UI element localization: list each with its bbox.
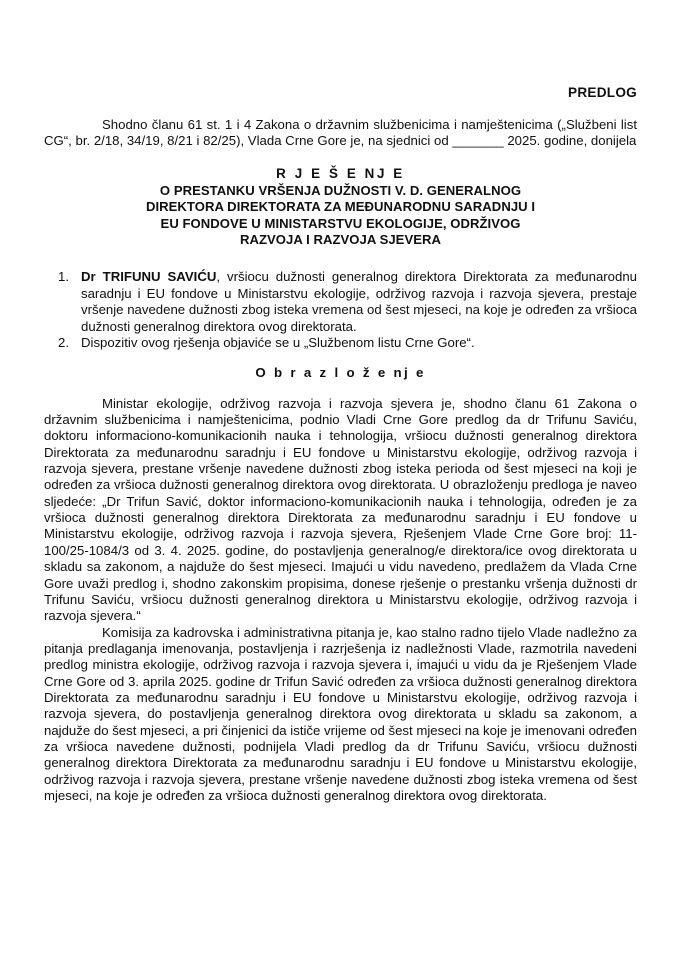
list-item-number: 2.: [58, 334, 69, 350]
decision-title-line-3: EU FONDOVE U MINISTARSTVU EKOLOGIJE, ODRŽIVOG: [160, 215, 521, 231]
explanation-paragraph-2: Komisija za kadrovska i administrativna pitanja je, kao stalno radno tijelo Vlade nadležno za pitanja predlaganja imenovanja, postavljenja i razrješenja iz nadležnosti Vlade, razmotrila navedeni predlog ministra ekologije, održivog razvoja i razvoja sjevera i, imajući u vidu da je Rješenjem Vlade Crne Gore od 3. aprila 2025. godine dr Trifun Savić određen za vršioca dužnosti generalnog direktora Direktorata za međunarodnu saradnju i EU fondove u Ministarstvu ekologije, održivog razvoja i razvoja sjevera, do postavljenja generalnog direktora ovog direktorata u skladu sa zakonom, a najduže do šest mjeseci, a pri činjenici da ističe vrijeme od šest mjeseci na koje je imenovani određen za vršioca navedene dužnosti, podnijela Vladi predlog da dr Trifunu Saviću, vršiocu dužnosti generalnog direktora Direktorata za međunarodnu saradnju i EU fondove u Ministarstvu ekologije, održivog razvoja i razvoja sjevera, prestane vršenje navedene dužnosti zbog isteka vremena od šest mjeseci, na koje je određen za vršioca dužnosti generalnog direktora ovog direktorata.: [44, 624, 637, 803]
decision-title-block: [44, 150, 637, 248]
list-item-number: 1.: [58, 269, 69, 285]
document-label: PREDLOG: [568, 85, 637, 100]
list-item-text: Dispozitiv ovog rješenja objaviće se u „Službenom listu Crne Gore“.: [81, 334, 475, 350]
list-item-subject-name: Dr TRIFUNU SAVIĆU: [81, 269, 217, 285]
list-item: [44, 269, 637, 335]
decision-title-line-1: O PRESTANKU VRŠENJA DUŽNOSTI V. D. GENERALNOG: [159, 183, 522, 199]
list-item-text: , vršiocu dužnosti generalnog direktora Direktorata za međunarodnu saradnju i EU fondove u Ministarstvu ekologije, održivog razvoja i razvoja sjevera, prestaje vršenje navedene dužnosti zbog isteka vremena od šest mjeseci, na koje je određen za vršioca dužnosti generalnog direktora ovog direktorata.: [81, 269, 638, 334]
intro-paragraph: Shodno članu 61 st. 1 i 4 Zakona o državnim službenicima i namještenicima („Službeni list CG“, br. 2/18, 34/19, 8/21 i 82/25), Vlada Crne Gore je, na sjednici od _______ 2025. godine, donijela: [44, 117, 637, 149]
list-item: [44, 335, 637, 351]
explanation-heading: O b r a z l o ž e nj e: [255, 365, 426, 381]
decision-title-heading: R J E Š E NJ E: [276, 165, 405, 181]
decision-title-line-4: RAZVOJA I RAZVOJA SJEVERA: [239, 232, 442, 247]
explanation-paragraph-1: Ministar ekologije, održivog razvoja i razvoja sjevera je, shodno članu 61 Zakona o državnim službenicima i namještenicima, podnio Vladi Crne Gore predlog da dr Trifunu Saviću, doktoru informaciono-komunikacionih nauka i tehnologija, vršiocu dužnosti generalnog direktora Direktorata za međunarodnu saradnju i EU fondove u Ministarstvu ekologije, održivog razvoja i razvoja sjevera, prestane vršenje navedene dužnosti zbog isteka perioda od šest mjeseci na koji je određen za vršioca dužnosti generalnog direktora ovog direktorata. U obrazloženju predloga je naveo sljedeće: „Dr Trifun Savić, doktor informaciono-komunikacionih nauka i tehnologija, određen je za vršioca dužnosti generalnog direktora Direktorata za međunarodnu saradnju i EU fondove u Ministarstvu ekologije, održivog razvoja i razvoja sjevera, Rješenjem Vlade Crne Gore broj: 11-100/25-1084/3 od 3. 4. 2025. godine, do postavljenja generalnog/e direktora/ice ovog direktorata u skladu sa zakonom, a najduže do šest mjeseci. Imajući u vidu navedeno, predlažem da Vlada Crne Gore uvaži predlog i, shodno zakonskim propisima, donese rješenje o prestanku vršenja dužnosti dr Trifunu Saviću, vršiocu dužnosti generalnog direktora u Ministarstvu ekologije, održivog razvoja i razvoja sjevera.“: [44, 395, 637, 624]
decision-items-list: [44, 248, 637, 351]
decision-title-line-2: DIREKTORA DIREKTORATA ZA MEĐUNARODNU SARADNJU I: [145, 199, 536, 215]
